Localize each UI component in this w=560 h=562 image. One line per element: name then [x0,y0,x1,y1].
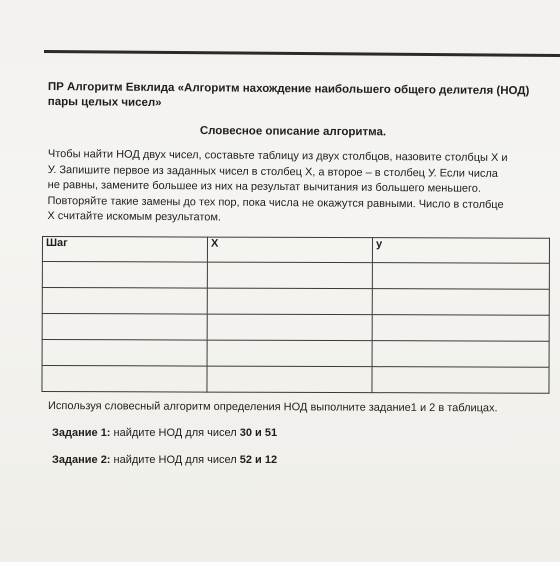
table-row [42,288,549,316]
document-title: ПР Алгоритм Евклида «Алгоритм нахождение наибольшего общего делителя (НОД) пары целых чисел» [47,80,530,109]
table-row [42,366,549,394]
table-cell [42,288,207,315]
table-cell [207,340,372,367]
task-2-label: Задание 2: [52,454,111,466]
table-cell [372,341,549,368]
task-1 [52,427,352,439]
table-cell [42,340,207,367]
section-subtitle: Словесное описание алгоритма. [199,125,387,139]
header-y: у [372,238,549,264]
table-cell [372,315,549,342]
algorithm-description: Чтобы найти НОД двух чисел, составьте таблицу из двух столбцов, назовите столбцы X и У. Запишите первое из заданных чисел в столбец X, а второе – в столбец У. Если числа не равны, замените большее из них на результат вычитания из большего меньшего. Повторяйте такие замены до тех пор, пока числа не окажутся равными. Число в столбце X считайте искомым результатом. [47,147,508,224]
steps-table [41,236,550,394]
table-cell [372,367,549,394]
table-cell [207,262,372,289]
table-row [42,314,549,342]
task-1-label: Задание 1: [52,427,111,439]
task-2-numbers: 52 и 12 [239,454,278,466]
instruction-text: Используя словесный алгоритм определения НОД выполните задание1 и 2 в таблицах. [47,400,498,415]
header-step: Шаг [42,237,207,263]
table-row [42,340,549,368]
task-1-text: найдите НОД для чисел [110,427,240,439]
task-2-text: найдите НОД для чисел [110,454,240,466]
table-cell [42,366,207,393]
task-2 [52,454,352,466]
header-x: X [207,237,372,263]
table-cell [372,289,549,316]
table-cell [372,263,549,290]
header-rule [44,50,560,57]
table-row [42,262,549,290]
table-cell [207,288,372,315]
table-header-row [42,237,549,264]
table-cell [207,366,372,393]
table-cell [42,314,207,341]
task-1-numbers: 30 и 51 [239,427,278,439]
table-cell [42,262,207,289]
table-cell [207,314,372,341]
